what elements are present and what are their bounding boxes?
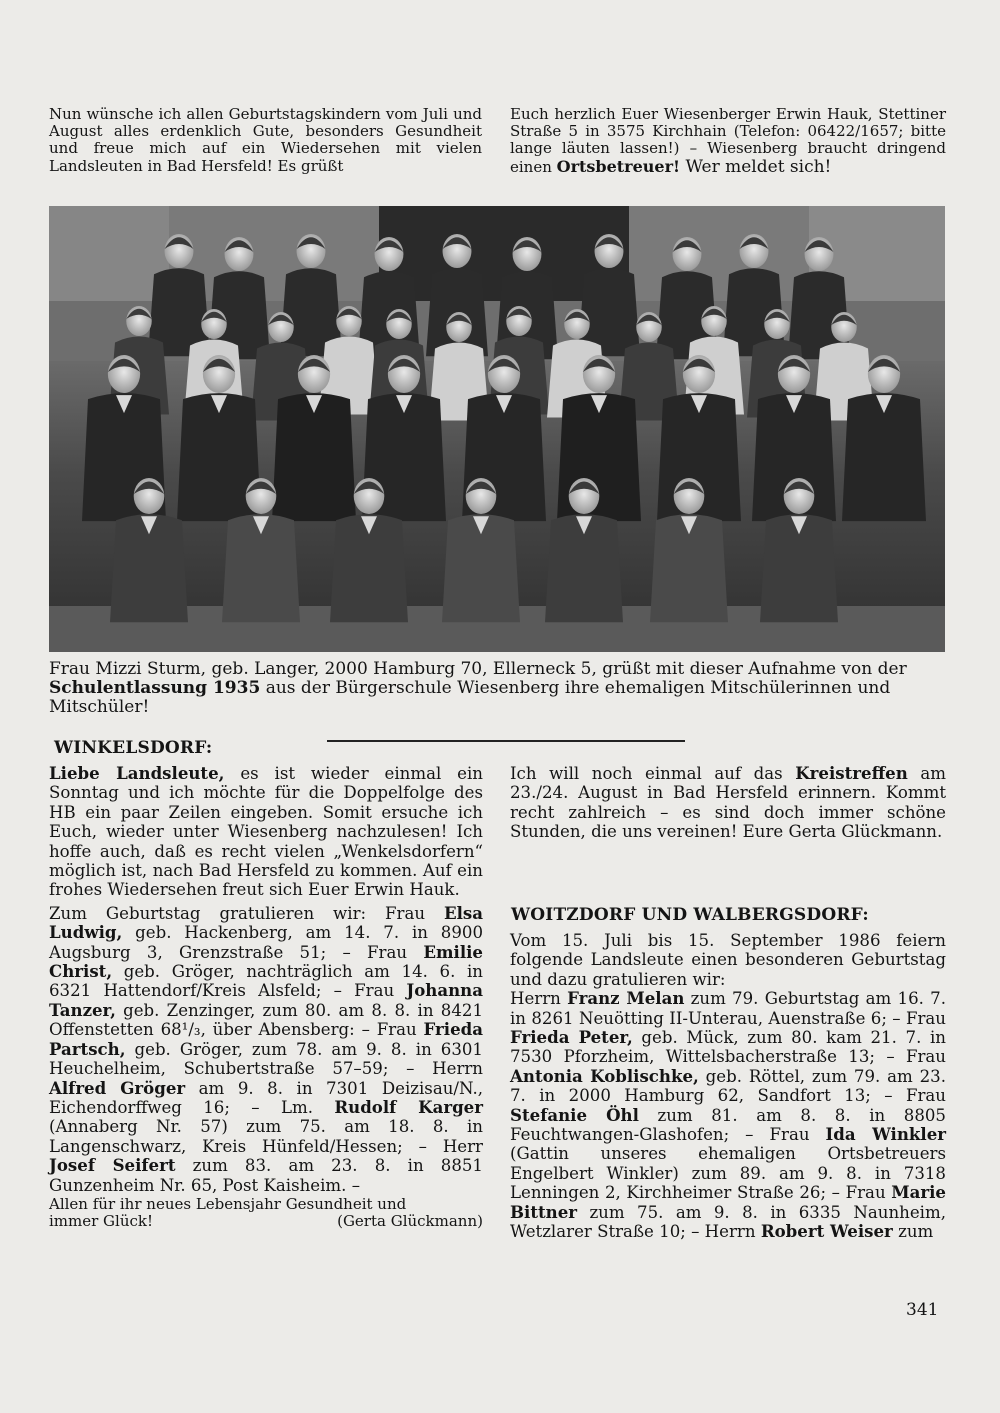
woitzdorf-p2-run: zum 75. am 9. 8. in 6335 Naunheim, Wetzlarer Straße 10; – Herrn — [510, 1202, 946, 1242]
kreistreffen-bold: Kreistreffen — [795, 763, 908, 783]
top-left-paragraph — [49, 106, 482, 175]
winkelsdorf-p2-run: zum 83. am 23. 8. in 8851 Gunzenheim Nr. 65, Post Kaisheim. – — [49, 1156, 483, 1195]
ortsbetreuer-bold: Ortsbetreuer! — [556, 156, 681, 176]
caption-bold: Schulentlassung 1935 — [49, 678, 261, 698]
woitzdorf-p2-run: geb. Röttel, zum 79. am 23. 7. in 2000 Hamburg 62, Sandfort 13; – Frau — [510, 1066, 946, 1106]
winkelsdorf-p2-run: Alfred Gröger — [49, 1077, 186, 1098]
woitzdorf-p2-run: (Gattin unseres ehemaligen Ortsbetreuers Engelbert Winkler) zum 89. am 9. 8. in 7318 Lenningen 2, Kirchheimer Straße 26; – Frau — [510, 1144, 946, 1203]
caption-text-1: Frau Mizzi Sturm, geb. Langer, 2000 Hamburg 70, Ellerneck 5, grüßt mit dieser Aufnahme von der — [49, 659, 907, 679]
winkelsdorf-p2-run: Emilie Christ, — [49, 941, 483, 982]
winkelsdorf-p2-run: Rudolf Karger — [334, 1096, 483, 1117]
woitzdorf-p2 — [510, 989, 946, 1241]
kreistreffen-text-1: Ich will noch einmal auf das — [510, 764, 796, 783]
woitzdorf-p2-run: zum 81. am 8. 8. in 8805 Feuchtwangen-Glashofen; – Frau — [510, 1105, 946, 1145]
class-photo — [49, 206, 945, 652]
woitzdorf-p2-run: geb. Mück, zum 80. kam 21. 7. in 7530 Pforzheim, Wittelsbacherstraße 13; – Frau — [510, 1028, 946, 1067]
woitzdorf-p2-run: Marie Bittner — [510, 1182, 946, 1222]
winkelsdorf-p2-run: am 9. 8. in 7301 Deizisau/N., Eichendorffweg 16; – Lm. — [49, 1078, 483, 1117]
winkelsdorf-p1-text: es ist wieder einmal ein Sonntag und ich möchte für die Doppelfolge des HB ein paar Zeilen eingeben. Somit ersuche ich Euch, wieder unter Wiesenberg nachzulesen! Ich hoffe auch, daß es recht vielen „Wenkelsdorfern“ möglich ist, nach Bad Hersfeld zu kommen. Auf ein frohes Wiedersehen freut sich Euer Erwin Hauk. — [49, 764, 483, 900]
winkelsdorf-body — [49, 764, 483, 1230]
liebe-landsleute-bold: Liebe Landsleute, — [49, 763, 225, 783]
kreistreffen-paragraph — [510, 764, 946, 842]
signature-row — [49, 1213, 483, 1230]
winkelsdorf-p3 — [49, 1196, 483, 1230]
winkelsdorf-p2-run: Frieda Partsch, — [49, 1019, 483, 1059]
winkelsdorf-p2-run: Zum Geburtstag gratulieren wir: Frau — [49, 903, 444, 923]
winkelsdorf-p2 — [49, 904, 483, 1195]
woitzdorf-p2-run: Frieda Peter, — [510, 1027, 633, 1048]
woitzdorf-p2-run: Herrn — [510, 989, 568, 1009]
woitzdorf-p2-run: Stefanie Öhl — [510, 1104, 639, 1125]
woitzdorf-p2-run: Ida Winkler — [825, 1124, 946, 1145]
woitzdorf-heading: WOITZDORF UND WALBERGSDORF: — [511, 905, 869, 925]
winkelsdorf-p2-run: geb. Hackenberg, am 14. 7. in 8900 Augsburg 3, Grenzstraße 51; – Frau — [49, 923, 483, 962]
winkelsdorf-p2-run: Elsa Ludwig, — [49, 902, 483, 943]
signature: (Gerta Glückmann) — [337, 1212, 483, 1231]
winkelsdorf-p2-run: geb. Gröger, zum 78. am 9. 8. in 6301 Heuchelheim, Schubertstraße 57–59; – Herrn — [49, 1039, 483, 1079]
section-rule — [327, 740, 685, 742]
woitzdorf-p2-run: Antonia Koblischke, — [510, 1065, 699, 1086]
top-right-paragraph — [510, 106, 946, 176]
woitzdorf-p2-run: Franz Melan — [567, 988, 685, 1009]
winkelsdorf-p2-run: geb. Zenzinger, zum 80. am 8. 8. in 8421 Offenstetten 68¹/₃, über Abensberg: – Frau — [49, 1000, 483, 1040]
winkelsdorf-p2-run: Josef Seifert — [49, 1155, 176, 1176]
woitzdorf-p1: Vom 15. Juli bis 15. September 1986 feiern folgende Landsleute einen besonderen Geburtstag und dazu gratulieren wir: — [510, 931, 946, 989]
immer-glueck: immer Glück! — [49, 1212, 154, 1231]
woitzdorf-p2-run: Robert Weiser — [760, 1221, 893, 1242]
right-column — [510, 764, 946, 842]
winkelsdorf-heading: WINKELSDORF: — [54, 738, 213, 758]
winkelsdorf-p2-run: (Annaberg Nr. 57) zum 75. am 18. 8. in Langenschwarz, Kreis Hünfeld/Hessen; – Herr — [49, 1117, 483, 1156]
winkelsdorf-p2-run: Johanna Tanzer, — [49, 980, 483, 1020]
winkelsdorf-p3-line1: Allen für ihr neues Lebensjahr Gesundheit und — [49, 1194, 407, 1213]
winkelsdorf-p1 — [49, 764, 483, 900]
top-left-text: Nun wünsche ich allen Geburtstagskindern vom Juli und August alles erdenklich Gute, besonders Gesundheit und freue mich auf ein Wiedersehen mit vielen Landsleuten in Bad Hersfeld! Es grüßt — [49, 105, 482, 175]
woitzdorf-p2-run: zum 79. Geburtstag am 16. 7. in 8261 Neuötting II-Unterau, Auenstraße 6; – Frau — [510, 989, 946, 1028]
top-right-text-1: Euch herzlich Euer Wiesenberger Erwin Hauk, Stettiner Straße 5 in 3575 Kirchhain (Telefon: 06422/1657; bitte lange läuten lassen!) – Wiesenberg braucht dringend einen — [510, 105, 946, 176]
winkelsdorf-p2-run: geb. Gröger, nachträglich am 14. 6. in 6321 Hattendorf/Kreis Alsfeld; – Frau — [49, 962, 483, 1001]
photo-caption — [49, 660, 945, 717]
caption-text-2: aus der Bürgerschule Wiesenberg ihre ehemaligen Mitschülerinnen und Mitschüler! — [49, 678, 891, 717]
woitzdorf-body — [510, 931, 946, 1242]
woitzdorf-p2-run: zum — [892, 1222, 934, 1242]
kreistreffen-text-2: am 23./24. August in Bad Hersfeld erinnern. Kommt recht zahlreich – es sind doch immer schöne Stunden, die uns vereinen! Eure Gerta Glückmann. — [510, 764, 947, 842]
top-right-text-2: Wer meldet sich! — [680, 156, 832, 177]
page-number: 341 — [906, 1300, 939, 1320]
